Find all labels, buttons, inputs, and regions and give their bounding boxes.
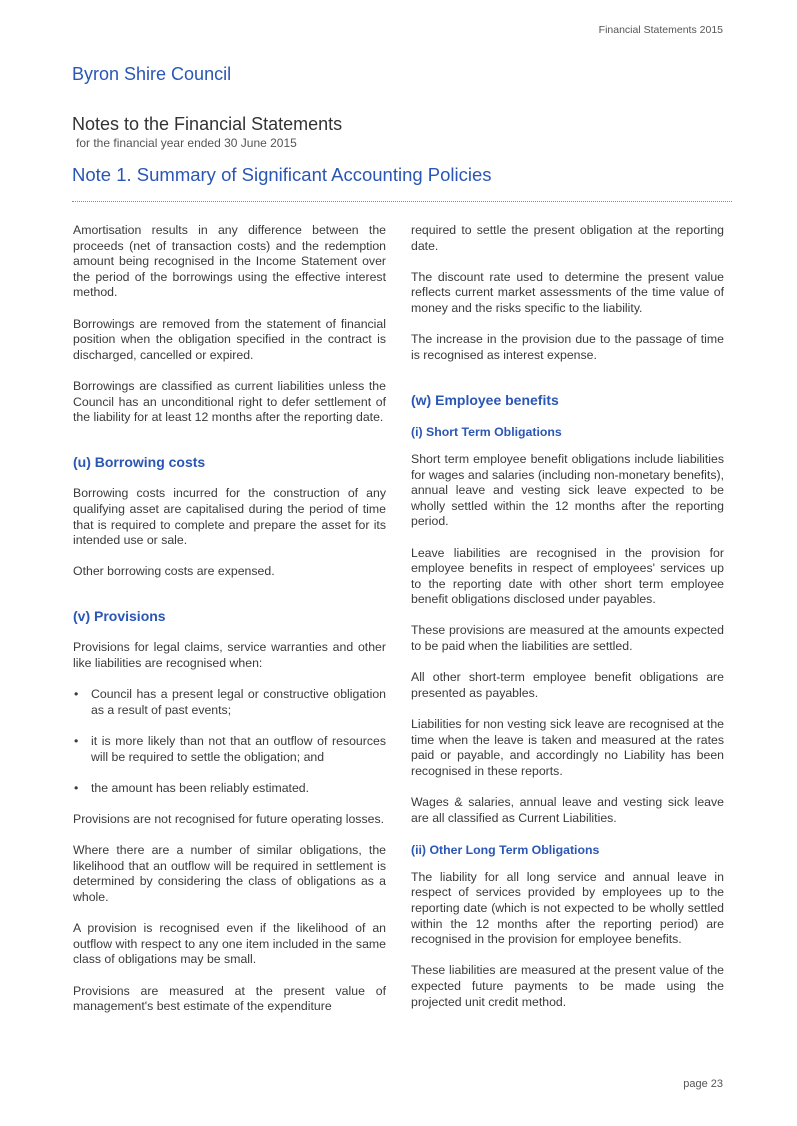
paragraph: The liability for all long service and annual leave in respect of services provided by employees up to the reporting date (which is not expected to be wholly settled within the 12 months after the reporting period) are recognised in the provision for employee benefits. xyxy=(411,869,724,947)
bullet-list xyxy=(73,687,386,796)
section-heading-borrowing-costs: (u) Borrowing costs xyxy=(73,454,206,471)
paragraph: Leave liabilities are recognised in the provision for employee benefits in respect of employees' services up to the reporting date with other short term employee benefit obligations disclosed under payables. xyxy=(411,545,724,607)
paragraph: All other short-term employee benefit obligations are presented as payables. xyxy=(411,670,724,700)
paragraph: Borrowings are classified as current liabilities unless the Council has an unconditional right to defer settlement of the liability for at least 12 months after the reporting date. xyxy=(73,378,386,425)
document-title: Notes to the Financial Statements xyxy=(72,114,343,134)
note-title: Note 1. Summary of Significant Accounting Policies xyxy=(72,164,492,185)
paragraph: Provisions for legal claims, service warranties and other like liabilities are recognised when: xyxy=(73,640,386,671)
paragraph: A provision is recognised even if the likelihood of an outflow with respect to any one item included in the same class of obligations may be small. xyxy=(73,921,386,967)
left-column xyxy=(73,223,386,1030)
paragraph: Where there are a number of similar obligations, the likelihood that an outflow will be required in settlement is determined by considering the class of obligations as a whole. xyxy=(73,843,386,904)
paragraph: Amortisation results in any difference between the proceeds (net of transaction costs) and the redemption amount being recognised in the Income Statement over the period of the borrowings using the effective interest method. xyxy=(73,223,386,300)
subsection-heading-short-term: (i) Short Term Obligations xyxy=(411,424,562,439)
paragraph: Liabilities for non vesting sick leave are recognised at the time when the leave is taken and measured at the rates paid or payable, and accordingly no Liability has been recognised in these reports. xyxy=(411,717,724,778)
right-column xyxy=(411,223,724,1026)
paragraph: Wages & salaries, annual leave and vesting sick leave are all classified as Current Liabilities. xyxy=(411,795,724,825)
document-subtitle: for the financial year ended 30 June 2015 xyxy=(76,136,297,150)
paragraph: The increase in the provision due to the passage of time is recognised as interest expense. xyxy=(411,332,724,362)
section-heading-employee-benefits: (w) Employee benefits xyxy=(411,391,559,408)
divider xyxy=(72,201,732,202)
paragraph: Other borrowing costs are expensed. xyxy=(73,564,275,579)
paragraph: These liabilities are measured at the present value of the expected future payments to be made using the projected unit credit method. xyxy=(411,963,724,1009)
subsection-heading-long-term: (ii) Other Long Term Obligations xyxy=(411,842,600,857)
paragraph: These provisions are measured at the amounts expected to be paid when the liabilities are settled. xyxy=(411,623,724,654)
list-item: • the amount has been reliably estimated. xyxy=(74,780,310,795)
paragraph: Borrowings are removed from the statement of financial position when the obligation specified in the contract is discharged, cancelled or expired. xyxy=(73,316,386,362)
paragraph: Provisions are not recognised for future operating losses. xyxy=(73,812,385,826)
paragraph: required to settle the present obligation at the reporting date. xyxy=(411,223,724,253)
paragraph: The discount rate used to determine the present value reflects current market assessments of the time value of money and the risks specific to the liability. xyxy=(411,269,724,315)
list-item: • it is more likely than not that an outflow of resources will be required to settle the obligation; and xyxy=(74,734,386,764)
list-item: • Council has a present legal or constructive obligation as a result of past events; xyxy=(74,687,386,717)
running-header: Financial Statements 2015 xyxy=(598,24,723,36)
paragraph: Short term employee benefit obligations include liabilities for wages and salaries (including non-monetary benefits), annual leave and vesting sick leave expected to be wholly settled within the 12 months after the reporting period. xyxy=(411,451,724,529)
paragraph: Borrowing costs incurred for the construction of any qualifying asset are capitalised during the period of time that is required to complete and prepare the asset for its intended use or sale. xyxy=(73,486,386,548)
bullet-icon: • xyxy=(74,780,79,795)
bullet-icon: • xyxy=(74,734,79,749)
page-number: page 23 xyxy=(683,1078,723,1090)
council-name: Byron Shire Council xyxy=(72,64,232,84)
paragraph: Provisions are measured at the present value of management's best estimate of the expenditure xyxy=(73,983,386,1014)
section-heading-provisions: (v) Provisions xyxy=(73,608,166,625)
bullet-icon: • xyxy=(74,687,79,702)
